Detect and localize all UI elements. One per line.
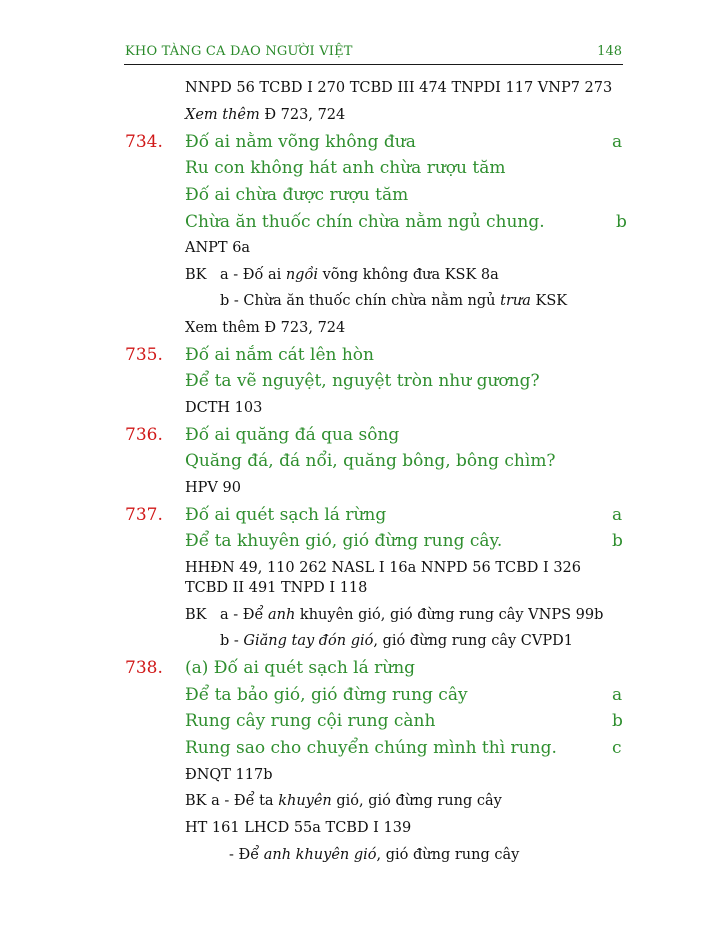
see-also: Xem thêm Đ 723, 724 [185, 107, 346, 123]
variant-label: BK [185, 607, 207, 623]
source-ref: HT 161 LHCD 55a TCBD I 139 [185, 820, 412, 836]
entry-number: 734. [125, 132, 163, 152]
source-ref: ĐNQT 117b [185, 767, 273, 783]
verse-line: Đố ai nằm võng không đưa [185, 132, 416, 152]
source-ref: TCBD II 491 TNPD I 118 [185, 580, 368, 596]
entry-number: 735. [125, 345, 163, 365]
verse-line: Để ta khuyên gió, gió đừng rung cây. [185, 531, 503, 551]
variant-marker: b [612, 711, 623, 731]
page-number: 148 [597, 44, 622, 59]
verse-line: Rung sao cho chuyển chúng mình thì rung. [185, 738, 557, 758]
variant-marker: a [612, 685, 623, 705]
variant-line: BK a - Để ta khuyên gió, gió đừng rung cây [185, 793, 502, 809]
variant-line: a - Để anh khuyên gió, gió đừng rung cây VNPS 99b [220, 607, 604, 623]
verse-line: Đố ai chừa được rượu tăm [185, 185, 409, 205]
running-header [124, 44, 623, 65]
verse-line: Rung cây rung cội rung cành [185, 711, 436, 731]
source-ref: NNPD 56 TCBD I 270 TCBD III 474 TNPDI 117 VNP7 273 [185, 80, 613, 96]
verse-line: Quăng đá, đá nổi, quăng bông, bông chìm? [185, 451, 556, 471]
variant-line: b - Chừa ăn thuốc chín chừa nằm ngủ trưa KSK [220, 293, 568, 309]
variant-line: a - Đố ai ngồi võng không đưa KSK 8a [220, 267, 499, 283]
variant-marker: b [612, 531, 623, 551]
source-ref: HPV 90 [185, 480, 241, 496]
variant-line: - Để anh khuyên gió, gió đừng rung cây [229, 847, 520, 863]
source-ref: ANPT 6a [185, 240, 251, 256]
verse-line: (a) Đố ai quét sạch lá rừng [185, 658, 416, 678]
verse-line: Để ta vẽ nguyệt, nguyệt tròn như gương? [185, 371, 540, 391]
variant-line: b - Giăng tay đón gió, gió đừng rung cây CVPD1 [220, 633, 573, 649]
variant-marker: c [612, 738, 622, 758]
verse-line: Để ta bảo gió, gió đừng rung cây [185, 685, 468, 705]
variant-marker: a [612, 132, 623, 152]
variant-label: BK [185, 267, 207, 283]
verse-line: Đố ai quăng đá qua sông [185, 425, 400, 445]
source-ref: HHĐN 49, 110 262 NASL I 16a NNPD 56 TCBD I 326 [185, 560, 581, 576]
see-also: Xem thêm Đ 723, 724 [185, 320, 346, 336]
verse-line: Đố ai nắm cát lên hòn [185, 345, 374, 365]
entry-number: 737. [125, 505, 163, 525]
verse-line: Chừa ăn thuốc chín chừa nằm ngủ chung. [185, 212, 545, 232]
variant-marker: b [616, 212, 627, 232]
verse-line: Ru con không hát anh chừa rượu tăm [185, 158, 506, 178]
book-title: KHO TÀNG CA DAO NGƯỜI VIỆT [125, 44, 353, 59]
source-ref: DCTH 103 [185, 400, 263, 416]
verse-line: Đố ai quét sạch lá rừng [185, 505, 387, 525]
entry-number: 738. [125, 658, 163, 678]
variant-marker: a [612, 505, 623, 525]
entry-number: 736. [125, 425, 163, 445]
